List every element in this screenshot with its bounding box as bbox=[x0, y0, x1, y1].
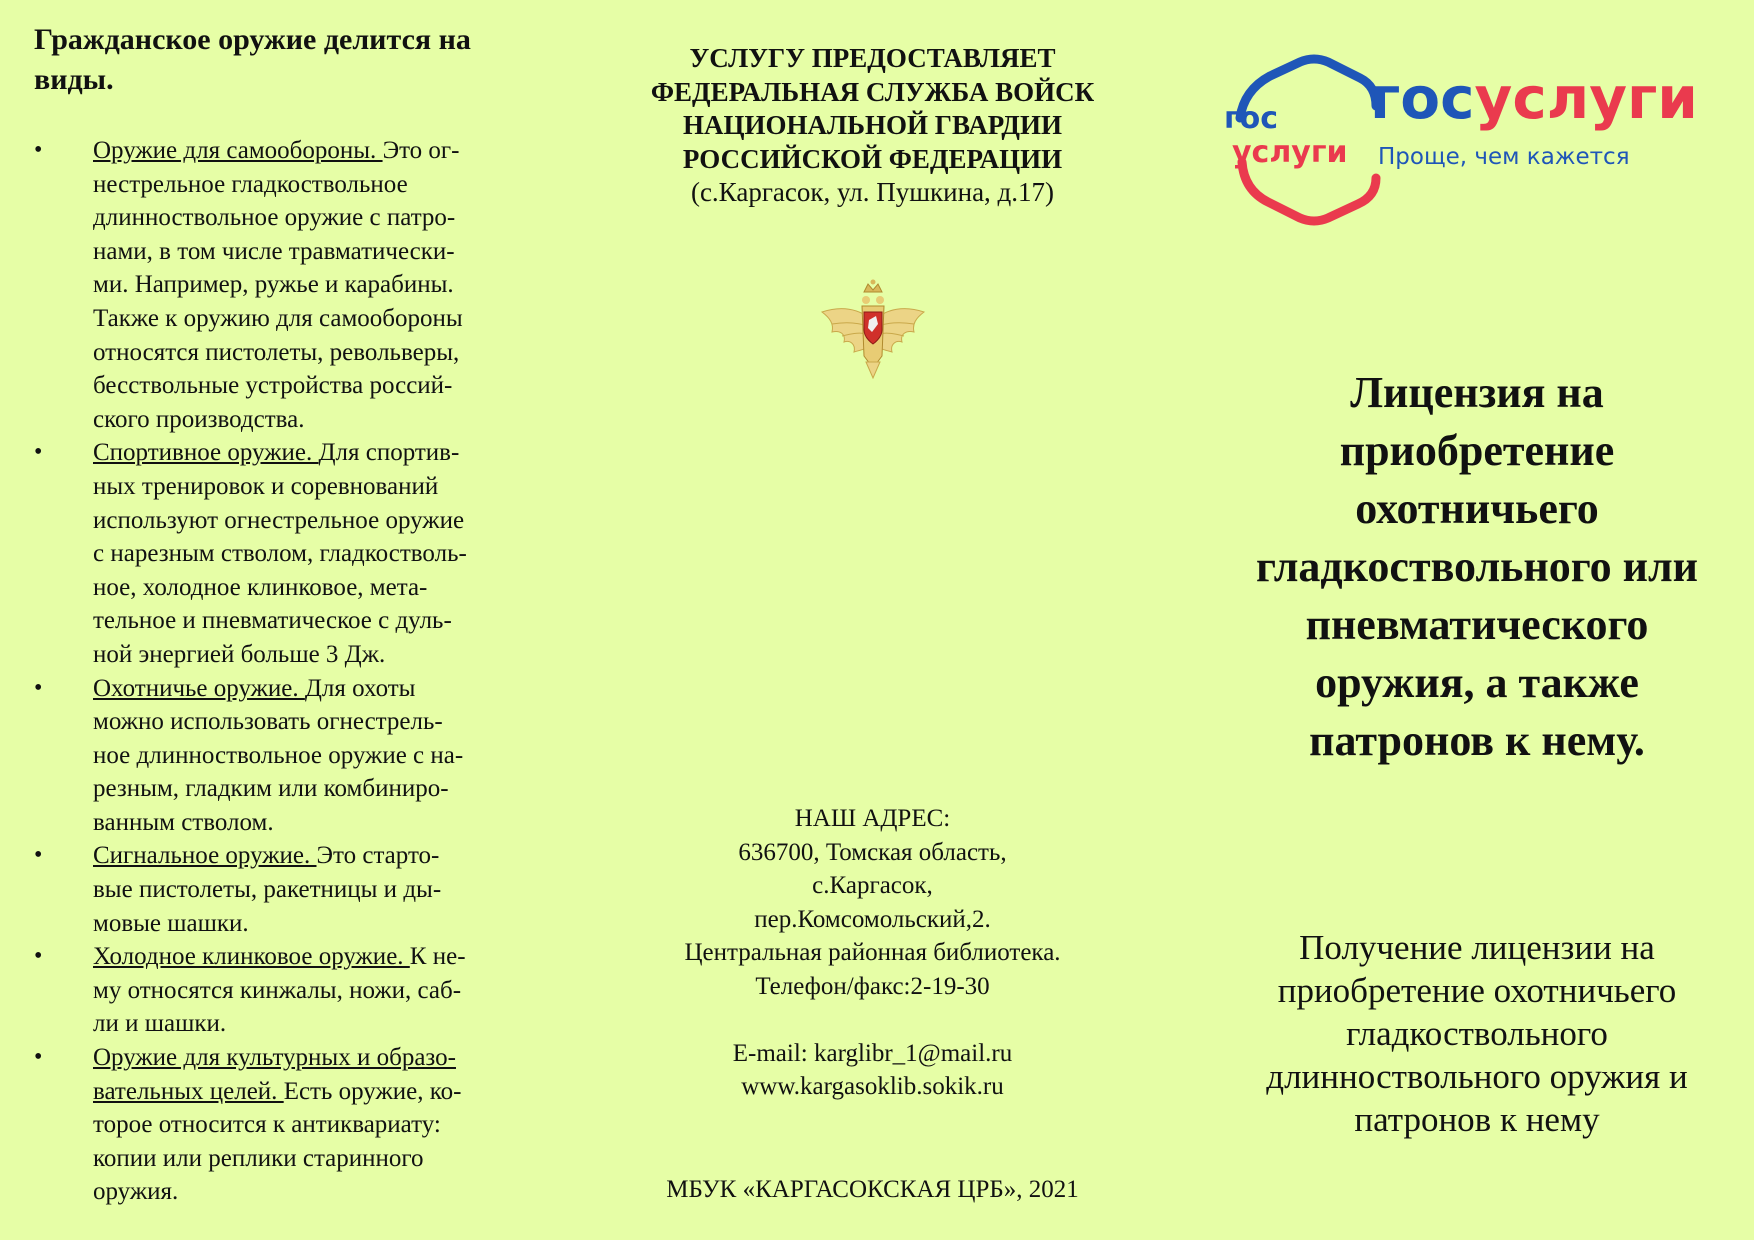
weapon-type-line: можно использовать огнестрель- bbox=[93, 708, 443, 736]
provider-line: ФЕДЕРАЛЬНАЯ СЛУЖБА ВОЙСК bbox=[650, 76, 1095, 107]
weapon-type-line: Сигнальное оружие. Это старто- bbox=[93, 842, 440, 870]
weapon-type-line: Оружие для самообороны. Это ог- bbox=[93, 137, 460, 164]
weapon-type-line: Также к оружию для самообороны bbox=[93, 304, 463, 332]
brochure-title bbox=[1200, 364, 1754, 770]
bullet-icon: • bbox=[34, 674, 43, 701]
weapon-type-line: копии или реплики старинного bbox=[93, 1144, 424, 1172]
weapon-type-line: нами, в том числе травматически- bbox=[93, 237, 455, 265]
title-line: охотничьего bbox=[1355, 484, 1599, 533]
cover-column bbox=[1200, 0, 1754, 1240]
weapon-type-line: оружия. bbox=[93, 1178, 179, 1206]
weapon-type-line: ных тренировок и соревнований bbox=[93, 472, 439, 500]
weapon-type-line: используют огнестрельное оружие bbox=[93, 506, 465, 534]
provider-line: РОССИЙСКОЙ ФЕДЕРАЦИИ bbox=[682, 143, 1063, 174]
email-link[interactable]: E-mail: karglibr_1@mail.ru bbox=[732, 1039, 1013, 1067]
title-line: оружия, а также bbox=[1315, 658, 1639, 707]
weapon-type-line: му относятся кинжалы, ножи, саб- bbox=[93, 976, 462, 1004]
provider-address: (с.Каргасок, ул. Пушкина, д.17) bbox=[690, 177, 1055, 208]
title-line: пневматического bbox=[1305, 600, 1649, 649]
weapon-type-line: ского производства. bbox=[93, 405, 305, 433]
service-provider bbox=[600, 42, 1145, 210]
subtitle-line: Получение лицензии на bbox=[1299, 928, 1655, 967]
types-heading: Гражданское оружие делится на виды. bbox=[34, 23, 471, 96]
website-link[interactable]: www.kargasoklib.sokik.ru bbox=[741, 1073, 1004, 1101]
provider-line: УСЛУГУ ПРЕДОСТАВЛЯЕТ bbox=[689, 43, 1056, 73]
weapon-type-line: длинноствольное оружие с патро- bbox=[93, 204, 456, 232]
weapon-type-item bbox=[34, 839, 509, 940]
weapon-type-line: Холодное клинковое оружие. К не- bbox=[93, 943, 466, 971]
weapon-type-text bbox=[93, 134, 509, 436]
weapon-types-list bbox=[34, 134, 530, 1209]
weapon-type-text bbox=[93, 940, 509, 1041]
badge-bottom-text: услуги bbox=[1232, 135, 1348, 170]
weapon-type-line: торое относится к антиквариату: bbox=[93, 1111, 441, 1139]
bullet-icon: • bbox=[34, 943, 43, 970]
weapon-type-text bbox=[93, 436, 509, 671]
brochure-subtitle bbox=[1200, 926, 1754, 1141]
logo-word-gos: гос bbox=[1370, 64, 1475, 132]
subtitle-line: патронов к нему bbox=[1354, 1100, 1600, 1139]
spacer bbox=[600, 1004, 1145, 1037]
weapon-type-line: с нарезным стволом, гладкостволь- bbox=[93, 540, 467, 568]
weapon-type-line: ванным стволом. bbox=[93, 808, 274, 836]
weapon-type-line: тельное и пневматическое с дуль- bbox=[93, 607, 452, 635]
publisher-footer: МБУК «КАРГАСОКСКАЯ ЦРБ», 2021 bbox=[666, 1176, 1079, 1203]
weapon-type-line: относятся пистолеты, револьверы, bbox=[93, 338, 460, 366]
contact-address bbox=[600, 802, 1145, 1104]
phone-line: Телефон/факс:2-19-30 bbox=[755, 972, 990, 1000]
weapon-type-line: ное длинноствольное оружие с на- bbox=[93, 741, 464, 769]
types-column bbox=[0, 0, 560, 1240]
weapon-type-line: нестрельное гладкоствольное bbox=[93, 170, 408, 198]
hexagon-icon bbox=[1242, 162, 1376, 221]
weapon-type-line: Охотничье оружие. Для охоты bbox=[93, 674, 416, 702]
weapon-type-line: мовые шашки. bbox=[93, 909, 249, 937]
title-line: Лицензия на bbox=[1350, 368, 1604, 417]
bullet-icon: • bbox=[34, 439, 43, 466]
badge-top-text: гос bbox=[1224, 101, 1279, 136]
address-line: пер.Комсомольский,2. bbox=[754, 905, 991, 933]
bullet-icon: • bbox=[34, 842, 43, 869]
weapon-type-item bbox=[34, 672, 509, 840]
subtitle-line: гладкоствольного bbox=[1346, 1014, 1608, 1053]
weapon-type-line: вательных целей. Есть оружие, ко- bbox=[93, 1077, 462, 1105]
weapon-type-line: резным, гладким или комбиниро- bbox=[93, 775, 449, 803]
provider-column bbox=[600, 0, 1145, 1240]
weapon-type-line: Спортивное оружие. Для спортив- bbox=[93, 439, 460, 467]
weapon-type-line: ми. Например, ружье и карабины. bbox=[93, 271, 454, 299]
title-line: гладкоствольного или bbox=[1255, 542, 1699, 591]
weapon-type-item bbox=[34, 1041, 509, 1209]
weapon-type-text bbox=[93, 839, 509, 940]
title-line: патронов к нему. bbox=[1309, 716, 1645, 765]
title-line: приобретение bbox=[1339, 426, 1615, 475]
weapon-type-line: ной энергией больше 3 Дж. bbox=[93, 640, 386, 668]
national-guard-emblem-icon bbox=[818, 278, 928, 383]
address-line: Центральная районная библиотека. bbox=[684, 939, 1061, 967]
subtitle-line: приобретение охотничьего bbox=[1277, 971, 1677, 1010]
address-title: НАШ АДРЕС: bbox=[794, 805, 951, 832]
address-line: с.Каргасок, bbox=[812, 872, 933, 900]
subtitle-line: длинноствольного оружия и bbox=[1266, 1057, 1688, 1096]
address-line: 636700, Томская область, bbox=[738, 838, 1007, 866]
weapon-type-line: ное, холодное клинковое, мета- bbox=[93, 573, 428, 601]
weapon-type-line: бесствольные устройства россий- bbox=[93, 372, 453, 400]
bullet-icon: • bbox=[34, 137, 43, 163]
weapon-type-text bbox=[93, 672, 509, 840]
logo-word-uslugi: услуги bbox=[1474, 64, 1698, 132]
weapon-type-item bbox=[34, 436, 509, 671]
logo-word bbox=[1370, 64, 1698, 132]
bullet-icon: • bbox=[34, 1044, 43, 1071]
weapon-type-line: Оружие для культурных и образо- bbox=[93, 1044, 456, 1072]
provider-line: НАЦИОНАЛЬНОЙ ГВАРДИИ bbox=[683, 110, 1062, 141]
weapon-type-line: вые пистолеты, ракетницы и ды- bbox=[93, 876, 442, 904]
logo-tagline: Проще, чем кажется bbox=[1378, 144, 1630, 170]
weapon-type-item bbox=[34, 134, 509, 436]
gosuslugi-logo bbox=[1224, 50, 1750, 230]
weapon-type-text bbox=[93, 1041, 509, 1209]
weapon-type-item bbox=[34, 940, 509, 1041]
weapon-type-line: ли и шашки. bbox=[93, 1010, 227, 1038]
